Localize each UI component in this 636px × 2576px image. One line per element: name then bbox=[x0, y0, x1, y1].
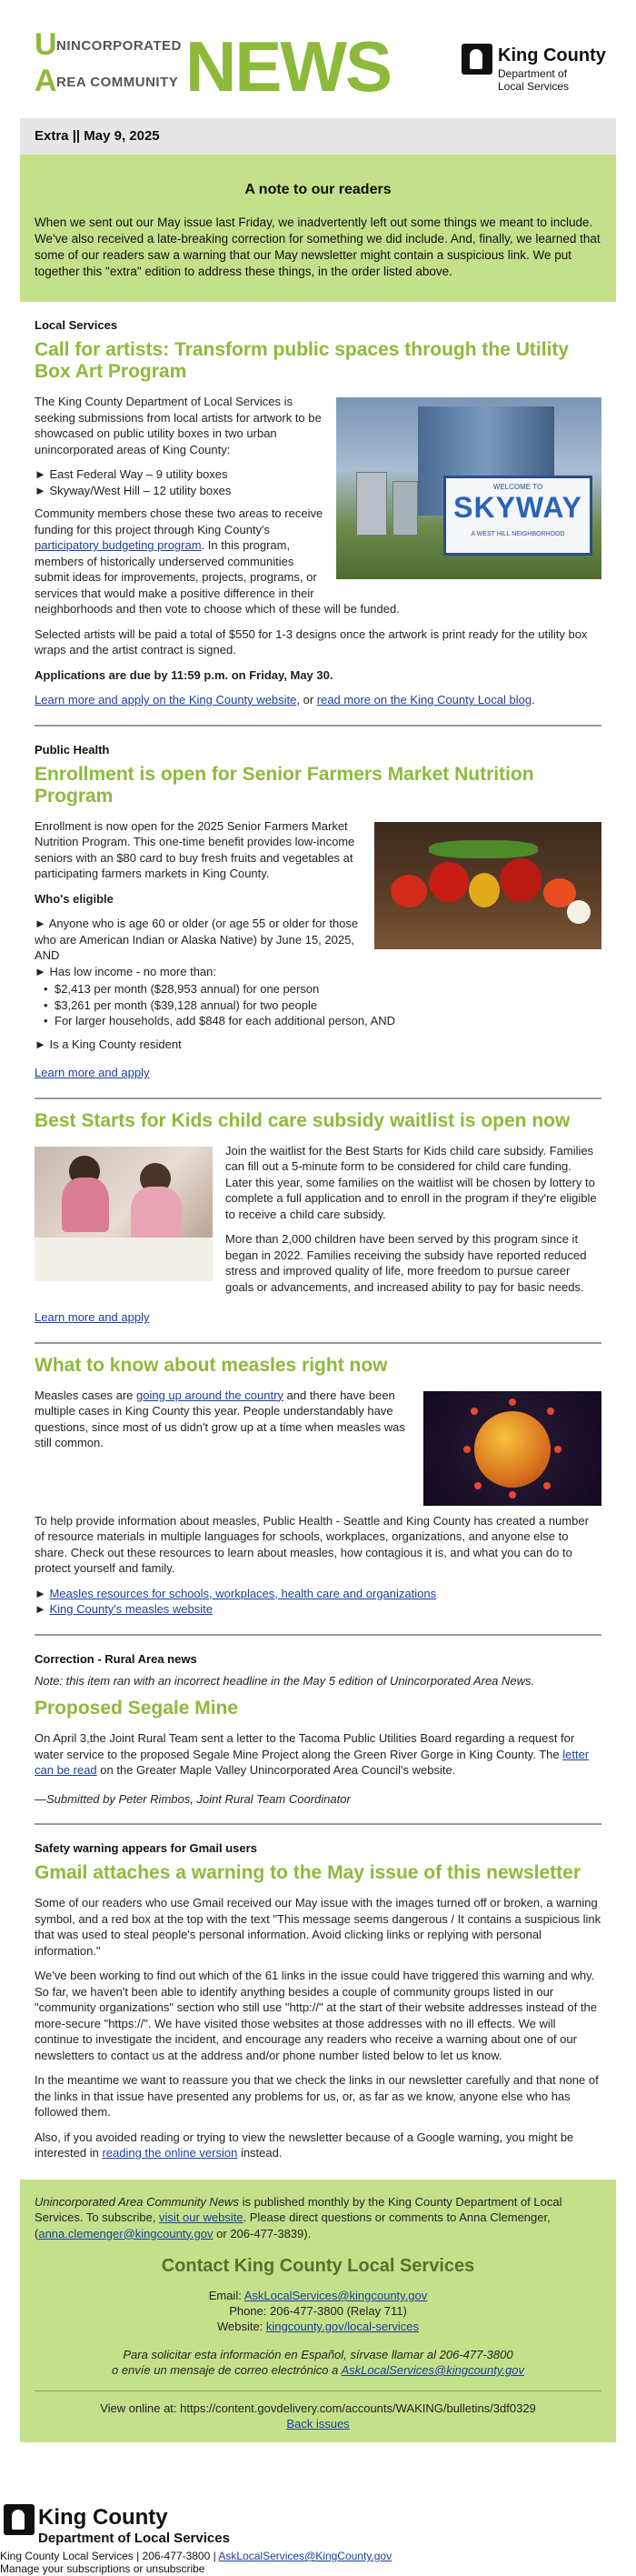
masthead-letter-u: U bbox=[35, 27, 57, 62]
paragraph bbox=[35, 2130, 601, 2161]
child-body-shape bbox=[62, 1178, 109, 1232]
virus-spike-shape bbox=[471, 1408, 478, 1415]
spanish-email-link[interactable]: AskLocalServices@kingcounty.gov bbox=[341, 2363, 524, 2377]
measles-resources-link[interactable]: Measles resources for schools, workplaces, health care and organizations bbox=[49, 1586, 437, 1600]
bottom-contact bbox=[0, 2550, 392, 2562]
cases-rising-link[interactable]: going up around the country bbox=[136, 1388, 283, 1402]
masthead-letter-a: A bbox=[35, 64, 57, 98]
note-title: A note to our readers bbox=[244, 182, 392, 197]
contact-email bbox=[35, 2288, 601, 2303]
king-county-logo bbox=[462, 44, 607, 98]
link-line bbox=[35, 1065, 601, 1081]
footer-box bbox=[20, 2180, 616, 2443]
sign-welcome: WELCOME TO bbox=[492, 483, 543, 491]
section-tag: Local Services bbox=[35, 318, 118, 332]
subscribe-website-link[interactable]: visit our website bbox=[159, 2210, 243, 2224]
text: , or bbox=[296, 693, 317, 707]
vegetables-photo bbox=[374, 822, 601, 949]
paragraph bbox=[35, 1730, 601, 1779]
arrow-icon: ► bbox=[35, 1586, 50, 1600]
participatory-budgeting-link[interactable]: participatory budgeting program bbox=[35, 538, 202, 552]
virus-spike-shape bbox=[474, 1482, 482, 1489]
paragraph: Selected artists will be paid a total of $550 for 1-3 designs once the artwork is print ready for the utility box wraps and the artist contract is signed. bbox=[35, 626, 588, 657]
text: Community members chose these two areas to receive funding for this project through King County's bbox=[35, 506, 323, 536]
tomato-shape bbox=[429, 862, 469, 902]
paragraph: In the meantime we want to reassure you that we check the links in our newsletter carefully and that none of the links in that issue have presented any problems for us, or, as far as we know, anyone else who has followed them. bbox=[35, 2073, 599, 2119]
measles-virus-image bbox=[423, 1391, 601, 1506]
pepper-shape bbox=[500, 858, 542, 902]
garlic-shape bbox=[567, 900, 591, 924]
pepper-shape bbox=[469, 873, 500, 907]
virus-core-shape bbox=[474, 1411, 551, 1488]
skyway-sign-photo bbox=[336, 397, 601, 579]
back-issues bbox=[35, 2416, 601, 2431]
text: instead. bbox=[237, 2146, 283, 2160]
bottom-dept: Department of Local Services bbox=[38, 2531, 230, 2546]
arrow-icon: ► bbox=[35, 1602, 50, 1616]
king-county-crown-icon bbox=[4, 2504, 35, 2535]
contact-website bbox=[35, 2319, 601, 2334]
text: is published monthly by the King County Department of Local Services. To subscribe, bbox=[35, 2194, 562, 2224]
text: Measles cases are bbox=[35, 1388, 136, 1402]
section-utility-art bbox=[20, 302, 616, 708]
eligibility-list bbox=[35, 1037, 601, 1053]
paragraph: Join the waitlist for the Best Starts for Kids child care subsidy. Families can fill out a 5-minute form to be considered for child care funding. Later this year, some families on the waitlist will be chosen by lottery to complete a full application and to enroll in the program if they're eligible to receive a child care subsidy. bbox=[225, 1143, 597, 1221]
text: On April 3,the Joint Rural Team sent a letter to the Tacoma Public Utilities Board regarding a request for water service to the proposed Segale Mine Project along the Green River Gorge in King County. The bbox=[35, 1731, 575, 1761]
income-list bbox=[42, 981, 601, 1029]
measles-website-link[interactable]: King County's measles website bbox=[49, 1602, 213, 1616]
website-link[interactable]: kingcounty.gov/local-services bbox=[265, 2320, 420, 2333]
sign-neighborhood: A WEST HILL NEIGHBORHOOD bbox=[471, 531, 565, 537]
virus-spike-shape bbox=[509, 1491, 516, 1498]
article-title: Call for artists: Transform public spaces through the Utility Box Art Program bbox=[35, 339, 570, 382]
list-item: ► East Federal Way – 9 utility boxes bbox=[35, 467, 228, 481]
masthead-line2: REA COMMUNITY bbox=[56, 75, 179, 90]
article-title: Gmail attaches a warning to the May issue of this newsletter bbox=[35, 1862, 581, 1883]
logo-sub bbox=[498, 67, 569, 93]
paragraph: The King County Department of Local Services is seeking submissions from local artists for artwork to be showcased on public utility boxes in two urban unincorporated areas of King County: bbox=[35, 395, 322, 456]
text: and there have been multiple cases in King County this year. People understandably have questions, since most of us didn't grow up at a time when measles was still common. bbox=[35, 1388, 405, 1449]
paragraph: Some of our readers who use Gmail received our May issue with the images turned off or broken, a warning symbol, and a red box at the top with the text "This message seems dangerous / It contains a suspicious link that was used to steal people's personal information. Avoid clicking links or replying with personal information." bbox=[35, 1896, 601, 1958]
list-item: ► Skyway/West Hill – 12 utility boxes bbox=[35, 483, 232, 497]
list-item: ► Has low income - no more than: bbox=[35, 964, 217, 978]
links-line bbox=[35, 692, 601, 708]
list-item: ► Anyone who is age 60 or older (or age 55 or older for those who are American Indian or Alaska Native) by June 15, 2025, AND bbox=[35, 917, 359, 962]
paragraph: We've been working to find out which of the 61 links in the issue could have triggered this warning and why. So far, we haven't been able to identify anything besides a couple of community groups listed in our "community organizations" section who still use "http://" at the start of their website addresses instead of the more-secure "https://". We have visited those websites at those addresses with no ill effects. We will continue to investigate the incident, and encourage any readers who receive a warning about one of our newsletters to contact us at the address and/or phone number listed below to let us know. bbox=[35, 1969, 597, 2062]
deadline: Applications are due by 11:59 p.m. on Friday, May 30. bbox=[35, 667, 333, 682]
letter-link[interactable]: letter can be read bbox=[35, 1747, 590, 1777]
child-body-shape bbox=[131, 1187, 182, 1241]
king-county-crown-icon bbox=[462, 44, 492, 75]
table-shape bbox=[35, 1238, 213, 1281]
utility-box-shape bbox=[393, 481, 418, 536]
list-item: • For larger households, add $848 for each additional person, AND bbox=[42, 1013, 601, 1029]
local-blog-link[interactable]: read more on the King County Local blog bbox=[316, 693, 532, 707]
masthead bbox=[20, 20, 616, 118]
apply-king-county-link[interactable]: Learn more and apply on the King County website bbox=[35, 693, 297, 707]
section-farmers-market bbox=[20, 727, 616, 1081]
paragraph: Enrollment is now open for the 2025 Senior Farmers Market Nutrition Program. This one-time benefit provides low-income seniors with an $80 card to buy fresh fruits and vegetables at participating farmers markets in King County. bbox=[35, 818, 355, 880]
virus-spike-shape bbox=[509, 1398, 516, 1406]
list-item: • $3,261 per month ($39,128 annual) for two people bbox=[42, 997, 601, 1014]
back-issues-link[interactable]: Back issues bbox=[286, 2417, 350, 2431]
publication-name: Unincorporated Area Community News bbox=[35, 2194, 239, 2209]
list-item bbox=[35, 1586, 601, 1602]
online-version-link[interactable]: reading the online version bbox=[102, 2146, 238, 2160]
contact-title: Contact King County Local Services bbox=[161, 2256, 475, 2276]
correction-note: Note: this item ran with an incorrect headline in the May 5 edition of Unincorporated Area News. bbox=[35, 1673, 535, 1688]
logo-name: King County bbox=[498, 45, 606, 65]
virus-spike-shape bbox=[547, 1408, 554, 1415]
anna-email-link[interactable]: anna.clemenger@kingcounty.gov bbox=[38, 2226, 214, 2240]
spanish-line-2 bbox=[35, 2362, 601, 2378]
text: King County Local Services | 206-477-3800 | bbox=[0, 2550, 219, 2562]
text: on the Greater Maple Valley Unincorporated Area Council's website. bbox=[96, 1763, 456, 1777]
note-to-readers bbox=[20, 155, 616, 302]
contact-phone: Phone: 206-477-3800 (Relay 711) bbox=[229, 2304, 407, 2318]
manage-subscriptions[interactable]: Manage your subscriptions or unsubscribe bbox=[0, 2562, 205, 2575]
edition-bar: Extra || May 9, 2025 bbox=[20, 118, 616, 155]
section-tag: Safety warning appears for Gmail users bbox=[35, 1841, 257, 1855]
list-item bbox=[35, 1601, 601, 1618]
section-measles bbox=[20, 1344, 616, 1618]
list-item: ► Is a King County resident bbox=[35, 1037, 182, 1051]
text: or 206-477-3839). bbox=[213, 2226, 312, 2240]
virus-spike-shape bbox=[543, 1482, 551, 1489]
text: . In this program, members of historically underserved communities submit ideas for improvements, projects, programs, or services that would make a positive difference in their neighborhoods and then vote to choose which of these will be funded. bbox=[35, 538, 400, 616]
article-title: What to know about measles right now bbox=[35, 1354, 388, 1376]
tomato-shape bbox=[391, 875, 427, 907]
section-child-care bbox=[20, 1099, 616, 1326]
logo-sub-line2: Local Services bbox=[498, 80, 570, 93]
article-title: Proposed Segale Mine bbox=[35, 1698, 239, 1719]
virus-spike-shape bbox=[463, 1446, 471, 1453]
utility-box-shape bbox=[356, 472, 387, 536]
section-gmail-warning bbox=[20, 1825, 616, 2161]
section-tag: Public Health bbox=[35, 742, 110, 757]
herbs-shape bbox=[429, 840, 538, 858]
section-tag: Correction - Rural Area news bbox=[35, 1651, 197, 1666]
skyway-sign bbox=[443, 476, 592, 556]
text: o envíe un mensaje de correo electrónico a bbox=[111, 2363, 342, 2377]
text: Also, if you avoided reading or trying to view the newsletter because of a Google warning, you might be interested in bbox=[35, 2130, 574, 2160]
measles-links bbox=[35, 1586, 601, 1618]
text: . Please direct questions or comments to Anna Clemenger, ( bbox=[35, 2210, 551, 2240]
newsletter bbox=[20, 20, 616, 2442]
link-line bbox=[35, 1309, 601, 1326]
view-online: View online at: https://content.govdelivery.com/accounts/WAKING/bulletins/3df0329 bbox=[100, 2401, 536, 2415]
bottom-branding bbox=[0, 2501, 636, 2576]
signature: —Submitted by Peter Rimbos, Joint Rural Team Coordinator bbox=[35, 1791, 351, 1806]
text: . bbox=[532, 693, 535, 707]
paragraph: More than 2,000 children have been served by this program since it began in 2022. Families receiving the subsidy have reported reduced stress and improved quality of life, more freedom to pursue career goals or advancements, and increased ability to pay for basic needs. bbox=[225, 1232, 587, 1294]
spanish-line-1: Para solicitar esta información en Español, sírvase llamar al 206-477-3800 bbox=[123, 2348, 513, 2361]
text: Website: bbox=[216, 2320, 266, 2333]
email-link[interactable]: AskLocalServices@kingcounty.gov bbox=[243, 2289, 428, 2302]
logo-sub-line1: Department of bbox=[498, 67, 568, 80]
learn-more-apply-link[interactable]: Learn more and apply bbox=[35, 1310, 150, 1324]
publication-info bbox=[35, 2194, 601, 2242]
article-title: Best Starts for Kids child care subsidy waitlist is open now bbox=[35, 1109, 571, 1131]
section-segale-mine bbox=[20, 1636, 616, 1808]
article-title: Enrollment is open for Senior Farmers Market Nutrition Program bbox=[35, 763, 534, 807]
masthead-line1: NINCORPORATED bbox=[56, 38, 182, 54]
children-photo bbox=[35, 1147, 213, 1281]
eligibility-heading: Who's eligible bbox=[35, 891, 114, 906]
list-item: • $2,413 per month ($28,953 annual) for one person bbox=[42, 981, 601, 997]
bottom-name: King County bbox=[38, 2505, 168, 2530]
sign-name: SKYWAY bbox=[453, 491, 582, 524]
paragraph: To help provide information about measles, Public Health - Seattle and King County has created a number of resource materials in multiple languages for schools, workplaces, organizations, and anyone else to share. Check out these resources to learn about measles, how contagious it is, and what you can do to protect yourself and family. bbox=[35, 1513, 589, 1575]
learn-more-apply-link[interactable]: Learn more and apply bbox=[35, 1066, 150, 1079]
virus-spike-shape bbox=[554, 1446, 561, 1453]
bottom-email-link[interactable]: AskLocalServices@KingCounty.gov bbox=[218, 2550, 393, 2562]
note-body: When we sent out our May issue last Friday, we inadvertently left out some things we meant to include. We've also received a late-breaking correction for something we did include. And, finally, we learned that some of our readers saw a warning that our May newsletter might contain a suspicious link. We put together this "extra" edition to address these things, in the order listed above. bbox=[35, 216, 601, 278]
text: Email: bbox=[208, 2289, 244, 2302]
masthead-news: NEWS bbox=[185, 26, 391, 106]
